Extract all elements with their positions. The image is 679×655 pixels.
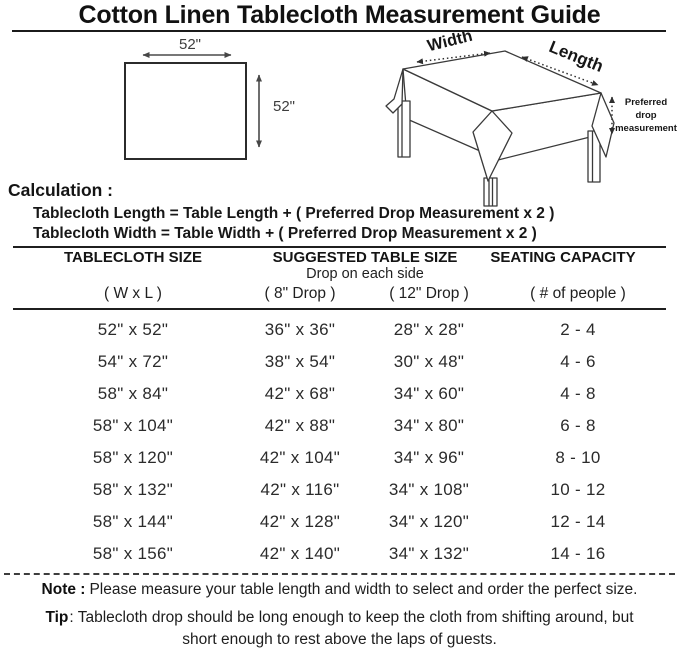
subheader-w-x-l: ( W x L )	[104, 285, 162, 302]
table-top-rule	[13, 246, 666, 248]
tip-text-continued: short enough to rest above the laps of guests.	[182, 631, 497, 648]
subheader-number-of-people: ( # of people )	[530, 285, 626, 302]
table-cell: 34" x 60"	[393, 384, 465, 403]
table-width-label: Width	[425, 26, 475, 56]
table-cell: 8 - 10	[555, 448, 601, 467]
tip-body-line1: : Tablecloth drop should be long enough to keep the cloth from shifting around, but	[69, 609, 634, 626]
subheader-12in-drop: ( 12" Drop )	[389, 285, 469, 302]
table-cell: 36" x 36"	[264, 320, 336, 339]
table-cell: 34" x 120"	[388, 512, 470, 531]
table-cell: 58" x 144"	[92, 512, 174, 531]
square-width-dimension: 52"	[178, 36, 201, 53]
table-row	[13, 346, 658, 378]
note-text	[0, 581, 679, 599]
table-cell: 42" x 68"	[264, 384, 336, 403]
table-cell: 42" x 140"	[259, 544, 341, 563]
calculation-heading: Calculation :	[8, 180, 114, 200]
table-cell: 58" x 104"	[92, 416, 174, 435]
table-cell: 10 - 12	[550, 480, 606, 499]
width-formula: Tablecloth Width = Table Width + ( Preferred Drop Measurement x 2 )	[33, 225, 537, 242]
table-cell: 34" x 80"	[393, 416, 465, 435]
note-body: Please measure your table length and width to select and order the perfect size.	[89, 581, 638, 598]
tip-text	[0, 609, 679, 627]
preferred-drop-line: measurement	[615, 123, 677, 134]
table-cell: 34" x 108"	[388, 480, 470, 499]
table-cell: 42" x 104"	[259, 448, 341, 467]
table-row	[13, 442, 658, 474]
length-formula: Tablecloth Length = Table Length + ( Preferred Drop Measurement x 2 )	[33, 205, 555, 222]
table-cell: 30" x 48"	[393, 352, 465, 371]
table-row	[13, 410, 658, 442]
table-cell: 2 - 4	[560, 320, 596, 339]
table-cell: 58" x 84"	[97, 384, 169, 403]
page-title: Cotton Linen Tablecloth Measurement Guide	[78, 1, 601, 29]
table-cell: 12 - 14	[550, 512, 606, 531]
column-header-suggested-table-size: SUGGESTED TABLE SIZE	[272, 249, 458, 266]
table-cell: 4 - 6	[560, 352, 596, 371]
table-cell: 58" x 132"	[92, 480, 174, 499]
preferred-drop-line: Preferred	[624, 97, 668, 108]
preferred-drop-label	[613, 96, 679, 135]
table-cell: 34" x 132"	[388, 544, 470, 563]
table-cell: 34" x 96"	[393, 448, 465, 467]
table-cell: 14 - 16	[550, 544, 606, 563]
table-row	[13, 474, 658, 506]
table-cell: 58" x 120"	[92, 448, 174, 467]
square-tablecloth-diagram	[110, 36, 310, 171]
title-underline	[12, 30, 666, 32]
table-header-rule	[13, 308, 666, 310]
preferred-drop-line: drop	[635, 110, 657, 121]
table-cell: 4 - 8	[560, 384, 596, 403]
table-cell: 54" x 72"	[97, 352, 169, 371]
table-cell: 42" x 128"	[259, 512, 341, 531]
drop-on-each-side-note: Drop on each side	[306, 266, 424, 282]
note-label: Note :	[41, 581, 86, 598]
table-cell: 58" x 156"	[92, 544, 174, 563]
table-cell: 42" x 88"	[264, 416, 336, 435]
table-cell: 38" x 54"	[264, 352, 336, 371]
square-height-dimension: 52"	[272, 98, 295, 115]
dashed-divider	[4, 573, 675, 575]
table-row	[13, 538, 658, 570]
column-header-tablecloth-size: TABLECLOTH SIZE	[63, 249, 203, 266]
table-length-label: Length	[546, 37, 607, 76]
size-table-body	[13, 314, 658, 570]
table-cell: 6 - 8	[560, 416, 596, 435]
table-row	[13, 378, 658, 410]
tip-label: Tip	[45, 609, 69, 626]
table-with-cloth-diagram	[350, 26, 679, 213]
table-cell: 28" x 28"	[393, 320, 465, 339]
table-row	[13, 314, 658, 346]
subheader-8in-drop: ( 8" Drop )	[264, 285, 336, 302]
table-cell: 52" x 52"	[97, 320, 169, 339]
table-cell: 42" x 116"	[260, 480, 340, 499]
table-row	[13, 506, 658, 538]
column-header-seating-capacity: SEATING CAPACITY	[490, 249, 636, 266]
